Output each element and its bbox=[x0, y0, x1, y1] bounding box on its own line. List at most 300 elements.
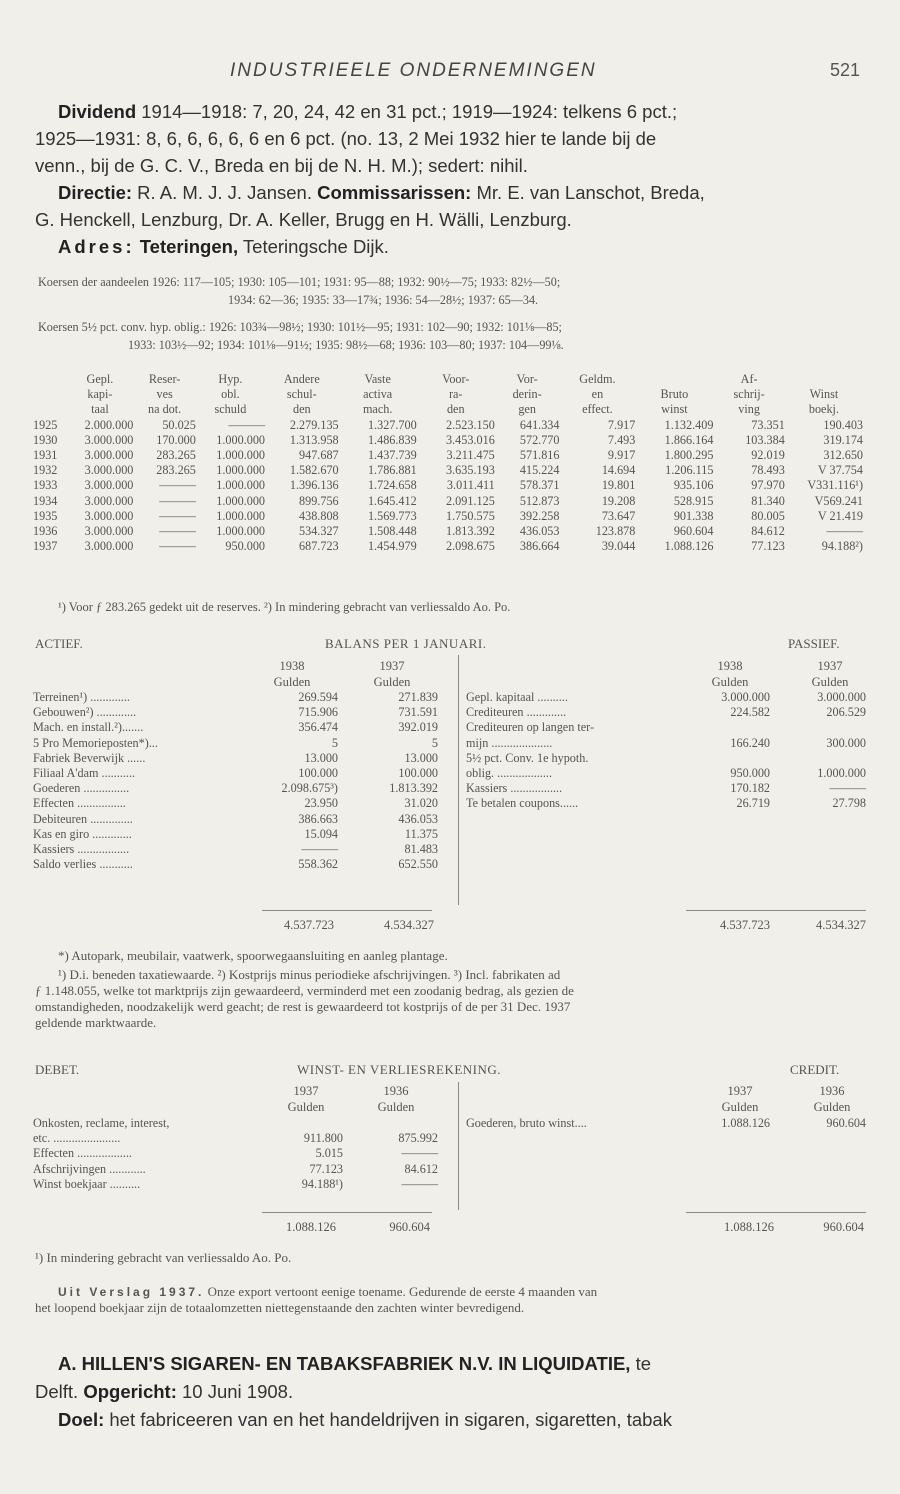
stats-header-cell: mach. bbox=[362, 402, 393, 417]
winst-divider bbox=[458, 1082, 459, 1210]
page-number: 521 bbox=[829, 60, 860, 80]
balans-passief-year-2: 1937 bbox=[817, 659, 843, 673]
stats-value-cell: ——— bbox=[159, 508, 196, 523]
stats-header-cell bbox=[785, 372, 863, 387]
passief-row bbox=[466, 690, 866, 705]
stats-value-cell: 1.645.412 bbox=[367, 493, 417, 508]
winst-footnote: ¹) In mindering gebracht van verliessaldo Ao. Po. bbox=[35, 1250, 292, 1265]
balans-total-passief-2: 4.534.327 bbox=[816, 918, 866, 932]
stats-year-cell: 1933 bbox=[33, 478, 58, 493]
balans-passief-unit-1: Gulden bbox=[711, 675, 749, 689]
stats-value-cell: 901.338 bbox=[673, 508, 714, 523]
stats-value-cell: 2.000.000 bbox=[84, 417, 134, 432]
stats-header-cell: Bruto bbox=[660, 387, 689, 402]
stats-value-cell: 947.687 bbox=[299, 448, 339, 463]
winst-credit-year-2: 1936 bbox=[819, 1084, 845, 1098]
passief-value-1: 3.000.000 bbox=[721, 690, 770, 704]
stats-header-cell: winst bbox=[661, 402, 688, 417]
balans-passief-unit-2: Gulden bbox=[811, 675, 849, 689]
stats-value-cell: 1.088.126 bbox=[664, 539, 714, 554]
stats-value-cell: 1.000.000 bbox=[216, 493, 265, 508]
stats-value-cell: 2.091.125 bbox=[446, 493, 495, 508]
stats-header-cell: activa bbox=[363, 387, 393, 402]
next-company-name: A. HILLEN'S SIGAREN- EN TABAKSFABRIEK N.V. IN LIQUIDATIE, bbox=[58, 1353, 631, 1374]
stats-value-cell: 39.044 bbox=[601, 539, 636, 554]
actief-row bbox=[33, 720, 438, 735]
stats-header-cell: ves bbox=[156, 387, 173, 402]
stats-header-cell: derin- bbox=[512, 387, 542, 402]
actief-value-1: 356.474 bbox=[298, 720, 338, 735]
actief-row bbox=[33, 690, 438, 705]
stats-value-cell: 3.635.193 bbox=[446, 463, 495, 478]
balans-note-1: ¹) D.i. beneden taxatiewaarde. ²) Kostprijs minus periodieke afschrijvingen. ³) Incl. fabrikaten ad bbox=[58, 967, 561, 982]
next-company-line-1 bbox=[58, 1352, 651, 1376]
balans-total-passief-1: 4.537.723 bbox=[720, 918, 770, 932]
stats-footnote: ¹) Voor ƒ 283.265 gedekt uit de reserves. ²) In mindering gebracht van verliessaldo Ao. Po. bbox=[58, 600, 511, 614]
adres-line bbox=[58, 235, 389, 259]
stats-value-cell: 1.800.295 bbox=[664, 448, 714, 463]
stats-row bbox=[33, 539, 863, 554]
stats-value-cell: ——— bbox=[159, 493, 196, 508]
stats-year-cell: 1935 bbox=[33, 508, 58, 523]
passief-row bbox=[466, 751, 866, 766]
actief-label: Saldo verlies ........... bbox=[33, 857, 133, 872]
debet-value-2: 875.992 bbox=[398, 1131, 438, 1146]
passief-value-2: 300.000 bbox=[826, 735, 866, 750]
stats-header-cell: Af- bbox=[740, 372, 758, 386]
actief-value-2: 100.000 bbox=[398, 766, 438, 781]
stats-value-cell: ——— bbox=[159, 539, 196, 554]
balans-note-star: *) Autopark, meubilair, vaatwerk, spoorwegaansluiting en aanleg plantage. bbox=[58, 948, 448, 963]
stats-value-cell: 1.813.392 bbox=[446, 524, 495, 539]
debet-label: Onkosten, reclame, interest, bbox=[33, 1116, 170, 1130]
stats-year-cell: 1931 bbox=[33, 448, 58, 463]
stats-row bbox=[33, 418, 863, 433]
stats-value-cell: 123.878 bbox=[595, 524, 636, 539]
stats-value-cell: 534.327 bbox=[299, 524, 339, 539]
next-company-line-2 bbox=[35, 1380, 293, 1404]
passief-value-1: 26.719 bbox=[736, 796, 770, 811]
stats-row bbox=[33, 509, 863, 524]
actief-value-2: 5 bbox=[431, 735, 438, 750]
passief-value-1 bbox=[676, 751, 770, 766]
actief-value-2: 731.591 bbox=[398, 705, 438, 720]
balans-total-actief-1: 4.537.723 bbox=[284, 918, 334, 932]
stats-value-cell: 687.723 bbox=[299, 539, 339, 554]
stats-year-cell: 1934 bbox=[33, 493, 58, 508]
stats-header-cell: Vaste bbox=[364, 372, 391, 386]
stats-value-cell: 190.403 bbox=[823, 417, 863, 432]
doel-label: Doel: bbox=[58, 1409, 105, 1430]
balans-note-3: omstandigheden, noodzakelijk werd geacht; de rest is gewaardeerd tot kostprijs of de per 31 Dec. 1937 bbox=[35, 999, 571, 1014]
debet-label: etc. ...................... bbox=[33, 1131, 121, 1146]
debet-value-1 bbox=[268, 1116, 343, 1131]
verslag-label: Uit Verslag 1937. bbox=[58, 1285, 205, 1299]
debet-label: DEBET. bbox=[35, 1062, 80, 1077]
passief-table bbox=[466, 690, 866, 812]
actief-value-2: 11.375 bbox=[404, 826, 438, 841]
passief-value-2: 3.000.000 bbox=[817, 690, 866, 704]
passief-label: Crediteuren ............. bbox=[466, 705, 567, 720]
stats-value-cell: 960.604 bbox=[673, 524, 714, 539]
balans-actief-year-2: 1937 bbox=[379, 659, 405, 673]
actief-row bbox=[33, 842, 438, 857]
balans-divider bbox=[458, 655, 459, 905]
stats-value-cell: 103.384 bbox=[745, 432, 785, 447]
dividend-text-1: 1914—1918: 7, 20, 24, 42 en 31 pct.; 1919—1924: telkens 6 pct.; bbox=[141, 101, 678, 122]
actief-label: Gebouwen²) ............. bbox=[33, 705, 137, 720]
dividend-text-3: venn., bij de G. C. V., Breda en bij de N. H. M.); sedert: nihil. bbox=[35, 155, 528, 176]
stats-row bbox=[33, 524, 863, 539]
stats-header-cell: schul- bbox=[286, 387, 317, 402]
actief-value-1: 558.362 bbox=[298, 857, 338, 872]
stats-value-cell: 283.265 bbox=[156, 448, 196, 463]
stats-header-cell: den bbox=[293, 402, 311, 417]
stats-value-cell: 1.000.000 bbox=[216, 508, 265, 523]
stats-value-cell: 92.019 bbox=[751, 448, 785, 463]
winst-total-debet-1: 1.088.126 bbox=[286, 1220, 336, 1234]
commissarissen-label: Commissarissen: bbox=[317, 182, 472, 203]
balans-note-2: ƒ 1.148.055, welke tot marktprijs zijn gewaardeerd, verminderd met een zoodanig bedrag, als gezien de bbox=[35, 983, 574, 998]
passief-row bbox=[466, 781, 866, 796]
passief-label: mijn .................... bbox=[466, 735, 553, 750]
actief-label: Kassiers ................. bbox=[33, 842, 130, 857]
passief-value-1: 950.000 bbox=[730, 766, 770, 781]
actief-value-2: 436.053 bbox=[398, 811, 438, 826]
actief-value-2: 271.839 bbox=[398, 690, 438, 704]
winst-total-credit-2: 960.604 bbox=[823, 1220, 864, 1234]
passief-label: Te betalen coupons...... bbox=[466, 796, 579, 811]
actief-value-2: 1.813.392 bbox=[389, 781, 438, 796]
actief-value-2: 13.000 bbox=[404, 750, 438, 765]
stats-value-cell: 7.493 bbox=[607, 432, 636, 447]
directie-line bbox=[58, 181, 705, 205]
opgericht-label: Opgericht: bbox=[83, 1381, 177, 1402]
winst-credit-year-1: 1937 bbox=[727, 1084, 753, 1098]
stats-value-cell: 50.025 bbox=[162, 417, 196, 432]
actief-label: Filiaal A'dam ........... bbox=[33, 766, 136, 781]
credit-value-1: 1.088.126 bbox=[721, 1116, 770, 1130]
actief-value-1: 23.950 bbox=[304, 796, 338, 811]
winst-total-credit-1: 1.088.126 bbox=[724, 1220, 774, 1234]
stats-value-cell: 1.866.164 bbox=[664, 432, 714, 447]
debet-label: Effecten .................. bbox=[33, 1146, 132, 1161]
stats-value-cell: 1.132.409 bbox=[664, 417, 714, 432]
passief-label: Gepl. kapitaal .......... bbox=[466, 690, 568, 704]
actief-value-1: 5 bbox=[331, 735, 338, 750]
stats-value-cell: 1.724.658 bbox=[367, 478, 417, 493]
stats-value-cell: 19.208 bbox=[601, 493, 636, 508]
actief-table bbox=[33, 690, 438, 872]
running-header: INDUSTRIEELE ONDERNEMINGEN bbox=[230, 60, 597, 81]
stats-value-cell: 14.694 bbox=[601, 463, 636, 478]
stats-value-cell: 84.612 bbox=[751, 524, 785, 539]
stats-value-cell: ——— bbox=[159, 524, 196, 539]
debet-row bbox=[33, 1146, 438, 1161]
actief-value-2: 652.550 bbox=[398, 857, 438, 872]
stats-header-row bbox=[33, 372, 863, 387]
stats-value-cell: 438.808 bbox=[299, 508, 339, 523]
actief-value-1: 2.098.675³) bbox=[281, 781, 338, 796]
passief-value-1: 224.582 bbox=[730, 705, 770, 720]
stats-value-cell: 3.000.000 bbox=[84, 508, 134, 523]
directie-text: R. A. M. J. J. Jansen. bbox=[137, 182, 312, 203]
actief-label: Terreinen¹) ............. bbox=[33, 690, 130, 704]
passief-label: 5½ pct. Conv. 1e hypoth. bbox=[466, 750, 589, 765]
stats-value-cell: 2.523.150 bbox=[446, 417, 495, 432]
passief-value-2: 27.798 bbox=[832, 796, 866, 811]
stats-value-cell: V331.116¹) bbox=[807, 478, 863, 493]
verslag-line-1 bbox=[58, 1284, 597, 1300]
stats-header-cell bbox=[33, 402, 66, 417]
stats-header-row bbox=[33, 387, 863, 402]
stats-value-cell: 3.000.000 bbox=[84, 524, 134, 539]
stats-value-cell: 3.000.000 bbox=[84, 432, 134, 447]
adres-place: Teteringen, bbox=[139, 236, 239, 257]
stats-year-cell: 1930 bbox=[33, 432, 58, 447]
actief-row bbox=[33, 827, 438, 842]
actief-row bbox=[33, 736, 438, 751]
directie-label: Directie: bbox=[58, 182, 133, 203]
stats-value-cell: ——— bbox=[826, 524, 863, 539]
actief-label: Goederen ............... bbox=[33, 781, 130, 796]
actief-value-1: 15.094 bbox=[304, 826, 338, 841]
stats-value-cell: 1.000.000 bbox=[216, 463, 265, 478]
winst-debet-unit-2: Gulden bbox=[377, 1100, 415, 1114]
actief-row bbox=[33, 751, 438, 766]
stats-value-cell: 528.915 bbox=[673, 493, 714, 508]
stats-value-cell: 283.265 bbox=[156, 463, 196, 478]
stats-value-cell: 78.493 bbox=[751, 463, 785, 478]
stats-value-cell: 935.106 bbox=[673, 478, 714, 493]
stats-header-cell: obl. bbox=[221, 387, 240, 402]
debet-value-1: 77.123 bbox=[309, 1161, 343, 1176]
passief-label: oblig. .................. bbox=[466, 766, 552, 781]
passief-value-2: ——— bbox=[829, 781, 866, 796]
stats-table bbox=[33, 372, 863, 554]
stats-value-cell: 3.000.000 bbox=[84, 478, 134, 493]
stats-value-cell: 19.801 bbox=[601, 478, 636, 493]
stats-value-cell: 1.582.670 bbox=[289, 463, 339, 478]
debet-total-rule bbox=[262, 1212, 432, 1213]
next-company-place: Delft. bbox=[35, 1381, 79, 1402]
stats-header-cell: na dot. bbox=[148, 402, 182, 417]
stats-header-cell: schuld bbox=[214, 402, 247, 417]
stats-header-cell: Andere bbox=[283, 372, 320, 386]
actief-value-1: 13.000 bbox=[304, 750, 338, 765]
stats-row bbox=[33, 478, 863, 493]
stats-value-cell: 1.313.958 bbox=[289, 432, 339, 447]
credit-value-2: 960.604 bbox=[826, 1116, 866, 1130]
stats-value-cell: 392.258 bbox=[519, 508, 560, 523]
stats-header-cell bbox=[33, 372, 66, 387]
winst-total-debet-2: 960.604 bbox=[389, 1220, 430, 1234]
stats-value-cell: 94.188²) bbox=[821, 539, 863, 554]
stats-header-cell: Voor- bbox=[442, 372, 470, 386]
koersen-aandeelen-1: Koersen der aandeelen 1926: 117—105; 1930: 105—101; 1931: 95—88; 1932: 90½—75; 1933: 82½—50; bbox=[38, 275, 561, 289]
stats-value-cell: 1.000.000 bbox=[216, 524, 265, 539]
stats-value-cell: 2.279.135 bbox=[289, 417, 339, 432]
stats-year-cell: 1937 bbox=[33, 539, 58, 554]
stats-year-cell: 1932 bbox=[33, 463, 58, 478]
credit-label: CREDIT. bbox=[790, 1062, 840, 1077]
stats-header-cell: boekj. bbox=[808, 402, 839, 417]
stats-header-cell bbox=[635, 372, 713, 387]
stats-value-cell: 7.917 bbox=[607, 417, 636, 432]
debet-value-1: 5.015 bbox=[315, 1146, 343, 1161]
stats-value-cell: V569.241 bbox=[814, 493, 863, 508]
actief-label: Fabriek Beverwijk ...... bbox=[33, 750, 146, 765]
stats-header-row bbox=[33, 402, 863, 417]
stats-value-cell: 9.917 bbox=[607, 448, 636, 463]
koersen-aandeelen-2: 1934: 62—36; 1935: 33—17¾; 1936: 54—28½; 1937: 65—34. bbox=[228, 293, 539, 307]
balans-actief-year-1: 1938 bbox=[279, 659, 305, 673]
passief-value-1: 170.182 bbox=[730, 781, 770, 796]
passief-value-2 bbox=[770, 720, 866, 735]
commissarissen-text: Mr. E. van Lanschot, Breda, bbox=[476, 182, 705, 203]
debet-row bbox=[33, 1131, 438, 1146]
koersen-oblig-2: 1933: 103½—92; 1934: 101⅛—91½; 1935: 98½—68; 1936: 103—80; 1937: 104—99⅛. bbox=[128, 338, 564, 352]
stats-value-cell: 3.011.411 bbox=[446, 478, 495, 493]
stats-year-cell: 1925 bbox=[33, 417, 58, 432]
stats-header-cell: Winst bbox=[809, 387, 839, 402]
stats-header-cell: Gepl. bbox=[86, 372, 114, 386]
stats-value-cell: 3.000.000 bbox=[84, 448, 134, 463]
passief-label: PASSIEF. bbox=[788, 636, 840, 651]
actief-value-2: 392.019 bbox=[398, 720, 438, 735]
credit-table bbox=[466, 1116, 866, 1131]
debet-label: Winst boekjaar .......... bbox=[33, 1176, 141, 1191]
stats-value-cell: ——— bbox=[159, 478, 196, 493]
actief-value-2: 81.483 bbox=[404, 842, 438, 857]
stats-value-cell: 3.000.000 bbox=[84, 493, 134, 508]
stats-header-cell: Hyp. bbox=[218, 372, 243, 386]
passief-row bbox=[466, 720, 866, 735]
actief-row bbox=[33, 766, 438, 781]
stats-value-cell: 3.453.016 bbox=[446, 432, 495, 447]
passief-value-1 bbox=[676, 720, 770, 735]
stats-value-cell: 73.647 bbox=[601, 508, 636, 523]
stats-value-cell: 386.664 bbox=[519, 539, 560, 554]
stats-value-cell: 1.000.000 bbox=[216, 448, 265, 463]
actief-row bbox=[33, 857, 438, 872]
stats-value-cell: V 37.754 bbox=[817, 463, 863, 478]
stats-header-cell: en bbox=[591, 387, 604, 402]
debet-row bbox=[33, 1116, 438, 1131]
actief-value-1: 100.000 bbox=[298, 766, 338, 781]
actief-row bbox=[33, 812, 438, 827]
stats-value-cell: 73.351 bbox=[751, 417, 785, 432]
balans-passief-year-1: 1938 bbox=[717, 659, 743, 673]
stats-value-cell: 170.000 bbox=[156, 432, 196, 447]
dividend-text-2: 1925—1931: 8, 6, 6, 6, 6, 6 en 6 pct. (no. 13, 2 Mei 1932 hier te lande bij de bbox=[35, 128, 657, 149]
stats-header-cell: ving bbox=[738, 402, 760, 417]
winst-debet-year-2: 1936 bbox=[383, 1084, 409, 1098]
passief-row bbox=[466, 766, 866, 781]
debet-row bbox=[33, 1177, 438, 1192]
doel-text: het fabriceeren van en het handeldrijven in sigaren, sigaretten, tabak bbox=[109, 1409, 672, 1430]
stats-value-cell: 3.211.475 bbox=[446, 448, 495, 463]
stats-value-cell: 1.486.839 bbox=[367, 432, 417, 447]
credit-label: Goederen, bruto winst.... bbox=[466, 1116, 587, 1130]
stats-header-cell: taal bbox=[91, 402, 109, 417]
debet-value-2 bbox=[343, 1116, 438, 1131]
actief-value-1: 715.906 bbox=[298, 705, 338, 720]
winst-debet-unit-1: Gulden bbox=[287, 1100, 325, 1114]
stats-value-cell: 512.873 bbox=[519, 493, 560, 508]
passief-label: Crediteuren op langen ter- bbox=[466, 720, 595, 735]
stats-value-cell: 1.327.700 bbox=[367, 417, 417, 432]
stats-value-cell: 81.340 bbox=[751, 493, 785, 508]
credit-total-rule bbox=[686, 1212, 866, 1213]
stats-value-cell: 1.454.979 bbox=[367, 539, 417, 554]
stats-value-cell: 641.334 bbox=[519, 417, 560, 432]
credit-row bbox=[466, 1116, 866, 1131]
actief-label: 5 Pro Memorieposten*)... bbox=[33, 735, 158, 750]
stats-value-cell: 1.000.000 bbox=[216, 432, 265, 447]
stats-value-cell: 572.770 bbox=[519, 432, 560, 447]
stats-row bbox=[33, 433, 863, 448]
stats-header-cell: Reser- bbox=[148, 372, 181, 386]
stats-year-cell: 1936 bbox=[33, 524, 58, 539]
actief-row bbox=[33, 796, 438, 811]
actief-value-1: ——— bbox=[301, 842, 338, 857]
actief-label: Effecten ................ bbox=[33, 796, 126, 811]
stats-header-cell: kapi- bbox=[87, 387, 113, 402]
stats-value-cell: 1.396.136 bbox=[289, 478, 339, 493]
passief-row bbox=[466, 705, 866, 720]
stats-row bbox=[33, 463, 863, 478]
passief-value-2: 206.529 bbox=[826, 705, 866, 720]
stats-value-cell: 571.816 bbox=[519, 448, 560, 463]
verslag-text-1: Onze export vertoont eenige toename. Gedurende de eerste 4 maanden van bbox=[207, 1284, 598, 1299]
winst-credit-unit-1: Gulden bbox=[721, 1100, 759, 1114]
actief-label: Kas en giro ............. bbox=[33, 826, 132, 841]
stats-row bbox=[33, 494, 863, 509]
adres-text: Teteringsche Dijk. bbox=[242, 236, 389, 257]
actief-value-2: 31.020 bbox=[404, 796, 438, 811]
debet-table bbox=[33, 1116, 438, 1192]
actief-label: Debiteuren .............. bbox=[33, 811, 133, 826]
verslag-text-2: het loopend boekjaar zijn de totaalomzetten niettegenstaande den zachten winter bevredigend. bbox=[35, 1300, 525, 1315]
stats-value-cell: 578.371 bbox=[519, 478, 560, 493]
debet-value-2: ——— bbox=[401, 1146, 438, 1161]
dividend-line-1 bbox=[58, 100, 677, 124]
stats-value-cell: 1.750.575 bbox=[446, 508, 495, 523]
balans-note-4: geldende marktwaarde. bbox=[35, 1015, 157, 1030]
passief-value-2 bbox=[770, 751, 866, 766]
debet-value-2: 84.612 bbox=[404, 1161, 438, 1176]
passief-value-2: 1.000.000 bbox=[817, 766, 866, 781]
stats-header-cell: Geldm. bbox=[579, 372, 616, 386]
debet-value-1: 911.800 bbox=[303, 1131, 343, 1146]
passief-total-rule bbox=[686, 910, 866, 911]
stats-value-cell: 1.786.881 bbox=[367, 463, 417, 478]
stats-header-cell: gen bbox=[518, 402, 536, 417]
stats-value-cell: 1.508.448 bbox=[367, 524, 417, 539]
actief-value-1: 269.594 bbox=[298, 690, 338, 704]
stats-header-cell: den bbox=[446, 402, 465, 417]
stats-value-cell: 77.123 bbox=[751, 539, 785, 554]
actief-row bbox=[33, 781, 438, 796]
stats-header-cell: Vor- bbox=[516, 372, 538, 386]
stats-header-cell: schrij- bbox=[733, 387, 765, 402]
stats-value-cell: 1.206.115 bbox=[665, 463, 714, 478]
debet-value-2: ——— bbox=[401, 1176, 438, 1191]
stats-value-cell: 1.569.773 bbox=[367, 508, 417, 523]
debet-label: Afschrijvingen ............ bbox=[33, 1161, 146, 1176]
stats-value-cell: 1.437.739 bbox=[367, 448, 417, 463]
